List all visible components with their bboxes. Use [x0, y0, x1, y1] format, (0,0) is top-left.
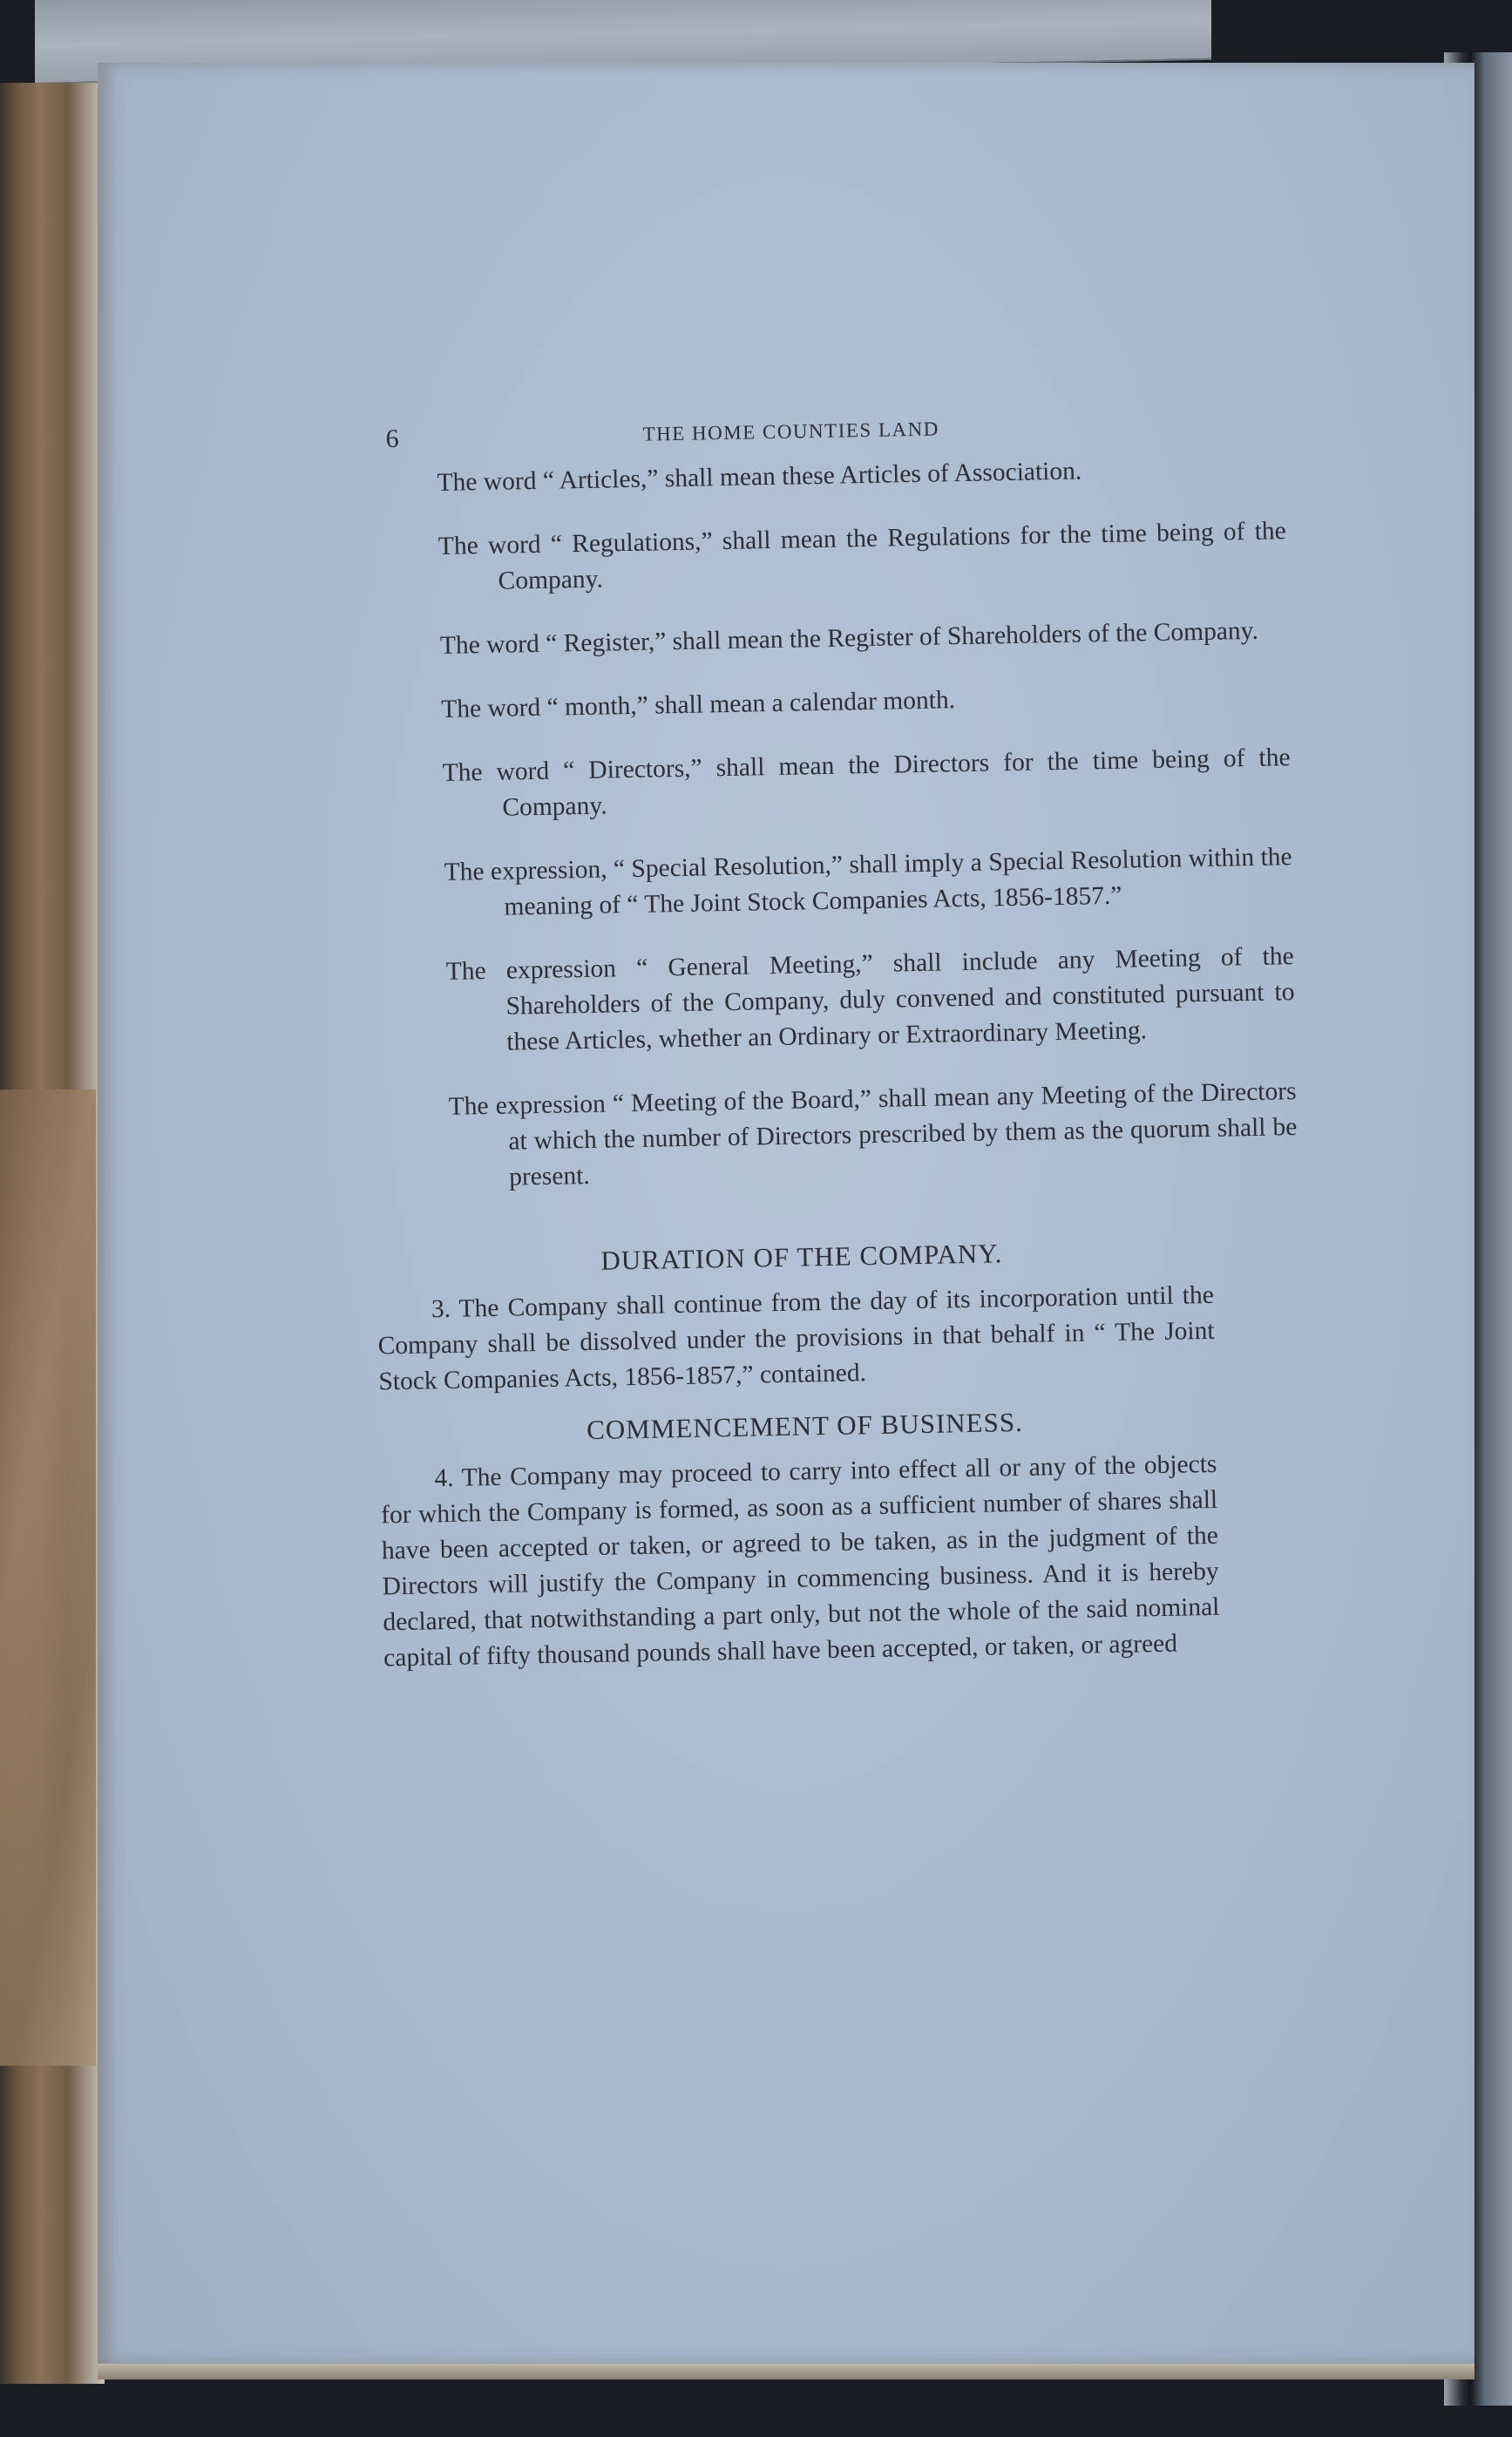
section-heading-commencement: COMMENCEMENT OF BUSINESS. [586, 1406, 1024, 1446]
definition-regulations: The word “ Regulations,” shall mean the Regulations for the time being of the Company. [437, 517, 1287, 595]
definition-meeting-of-board: The expression “ Meeting of the Board,” shall mean any Meeting of the Directors at which the number of Directors prescribed by them as the quorum shall be present. [448, 1077, 1298, 1191]
article-3-text: 3. The Company shall continue from the day of its incorporation until the Company shall be dissolved under the provisions in that behalf in “ The Joint Stock Companies Acts, 1856-1857,” contained. [377, 1280, 1215, 1396]
definition-special-resolution: The expression, “ Special Resolution,” shall imply a Special Resolution within the meaning of “ The Joint Stock Companies Acts, 1856-1857.” [444, 843, 1292, 921]
definition-month: The word “ month,” shall mean a calendar month. [441, 686, 956, 723]
page-content [342, 393, 1298, 1689]
repair-tape [0, 1090, 96, 2066]
section-heading-duration: DURATION OF THE COMPANY. [600, 1238, 1003, 1276]
definition-general-meeting: The expression “ General Meeting,” shall include any Meeting of the Shareholders of the Company, duly convened and constituted pursuant to these Articles, whether an Ordinary or Extraordinary Meeting. [445, 942, 1295, 1056]
definitions-list [437, 451, 1298, 1197]
page-number: 6 [385, 424, 399, 454]
running-title: THE HOME COUNTIES LAND [642, 417, 940, 445]
facing-page-edge [1470, 52, 1512, 2406]
definition-register: The word “ Register,” shall mean the Register of Shareholders of the Company. [439, 616, 1259, 660]
definition-articles: The word “ Articles,” shall mean these Articles of Association. [437, 457, 1082, 498]
definition-directors: The word “ Directors,” shall mean the Directors for the time being of the Company. [442, 743, 1291, 822]
article-4-text: 4. The Company may proceed to carry into effect all or any of the objects for which the Company is formed, as soon as a sufficient number of shares shall have been accepted or taken, or agreed to be taken, as in the judgment of the Directors will justify the Company in commencing business. And it is hereby declared, that notwithstanding a part only, but not the whole of the said nominal capital of fifty thousand pounds shall have been accepted, or taken, or agreed [380, 1449, 1220, 1673]
page-bottom-edge [98, 2364, 1475, 2379]
